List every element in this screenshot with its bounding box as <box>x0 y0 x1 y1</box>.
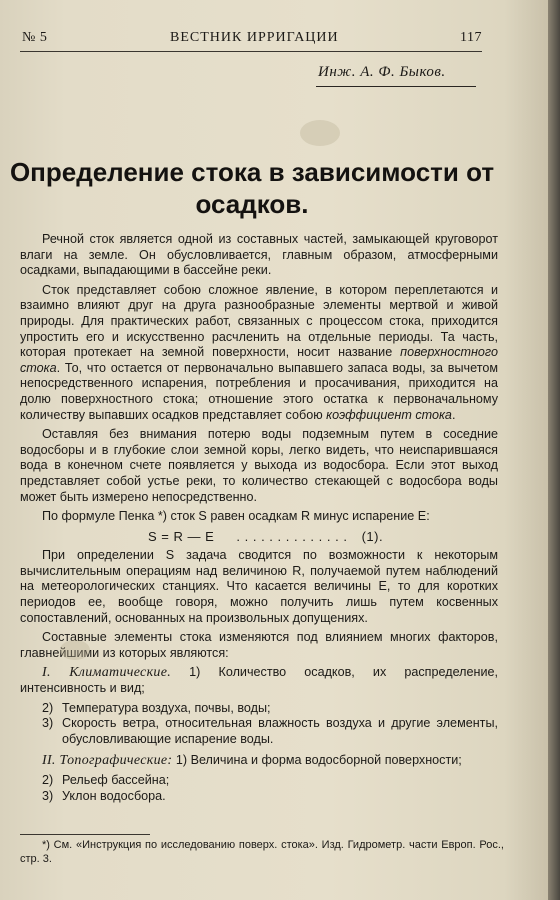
paper-stain <box>300 120 340 146</box>
term-surface-runoff: поверхностного стока <box>20 345 498 375</box>
list-item-text: Температура воздуха, почвы, воды; <box>62 700 271 715</box>
list-item-num: 3) <box>42 788 54 803</box>
article-title: Определение стока в зависимости от осадков. <box>9 157 495 219</box>
issue-number: № 5 <box>22 30 48 45</box>
paragraph-text: . То, что остается от первоначально выпавшего запаса воды, за вычетом непосредственного испарения, потребления и просачивания, приходится на долю поверхностного стока; отношение этого остатка к первоначальному количеству выпавших осадков представляет собою <box>20 360 498 422</box>
author-name: Инж. А. Ф. Быков. <box>318 64 446 80</box>
formula-line <box>20 529 498 545</box>
paper-stain <box>60 640 90 660</box>
paragraph: Речной сток является одной из составных частей, замыкающей круговорот влаги на земле. Он обусловливается, главным образом, атмосферными осадками, выпадающими в бассейне реки. <box>20 232 498 278</box>
paragraph-text: . <box>451 407 456 422</box>
list-label: II. Топографические: <box>42 753 173 769</box>
list-item-text: Уклон водосбора. <box>62 788 166 803</box>
list-label: I. Климатические. <box>42 665 172 681</box>
footnote-rule <box>20 834 150 835</box>
journal-name: ВЕСТНИК ИРРИГАЦИИ <box>170 30 339 45</box>
formula-expression: S = R — E <box>148 528 215 544</box>
book-spine-edge <box>548 0 560 900</box>
formula-number: (1). <box>361 528 384 544</box>
running-header <box>22 30 482 50</box>
article-body <box>20 232 498 804</box>
list-item-text: Рельеф бассейна; <box>62 773 170 787</box>
list-item <box>42 701 498 717</box>
list-item-num: 2) <box>42 700 54 715</box>
formula-leader-dots: . . . . . . . . . . . . . . <box>236 528 348 544</box>
list-item-text: Величина и форма водосборной поверхности; <box>190 753 462 768</box>
paragraph: По формуле Пенка *) сток S равен осадкам R минус испарение E: <box>42 509 430 524</box>
list-item <box>42 716 498 747</box>
list-item-text: Скорость ветра, относительная влажность воздуха и другие элементы, обусловливающие испарение воды. <box>62 716 498 746</box>
paragraph-text: Сток представляет собою сложное явление, в котором переплетаются и взаимно влияют друг на друга разнообразные элементы мертвой и живой природы. Для практических работ, связанных с процессом стока, приходится упростить его и искусственно расчленить на отдельные периоды. Та часть, которая протекает на земной поверхности, носит название <box>20 282 498 360</box>
list-item <box>42 773 498 789</box>
list-climatic <box>20 665 498 696</box>
list-item <box>42 789 498 805</box>
list-item-num: 3) <box>42 716 54 731</box>
paragraph: При определении S задача сводится по возможности к некоторым вычислительным операциям над величиною R, получаемой путем наблюдений на метеорологических станциях. Что касается величины E, то для коротких периодов ее, вообще говоря, можно получить лишь путем косвенных сопоставлений, основанных на произвольных допущениях. <box>20 548 498 625</box>
list-item-num: 2) <box>42 773 54 787</box>
author-underline <box>316 86 476 87</box>
list-item-text: Количество осадков, их распределение, интенсивность и вид; <box>20 665 499 696</box>
footnote: *) См. «Инструкция по исследованию поверх. стока». Изд. Гидрометр. части Европ. Рос., стр. 3. <box>20 839 504 865</box>
term-runoff-coefficient: коэффициент стока <box>326 407 452 422</box>
header-rule <box>20 51 482 52</box>
list-item-num: 1) <box>189 665 201 680</box>
page-number: 117 <box>460 30 482 45</box>
list-topographic <box>20 753 498 769</box>
paragraph: Оставляя без внимания потерю воды подземным путем в соседние водосборы и в глубокие слои земной коры, легко видеть, что неиспарившаяся вода в конечном счете появляется у выхода из водосбора. Если этот выход представляет собой устье реки, то количество стекающей с водосбора воды может быть измерено непосредственно. <box>20 427 498 504</box>
paragraph <box>20 283 498 423</box>
list-item-num: 1) <box>175 753 188 768</box>
paragraph: Составные элементы стока изменяются под влиянием многих факторов, главнейшими из которых являются: <box>20 630 498 660</box>
